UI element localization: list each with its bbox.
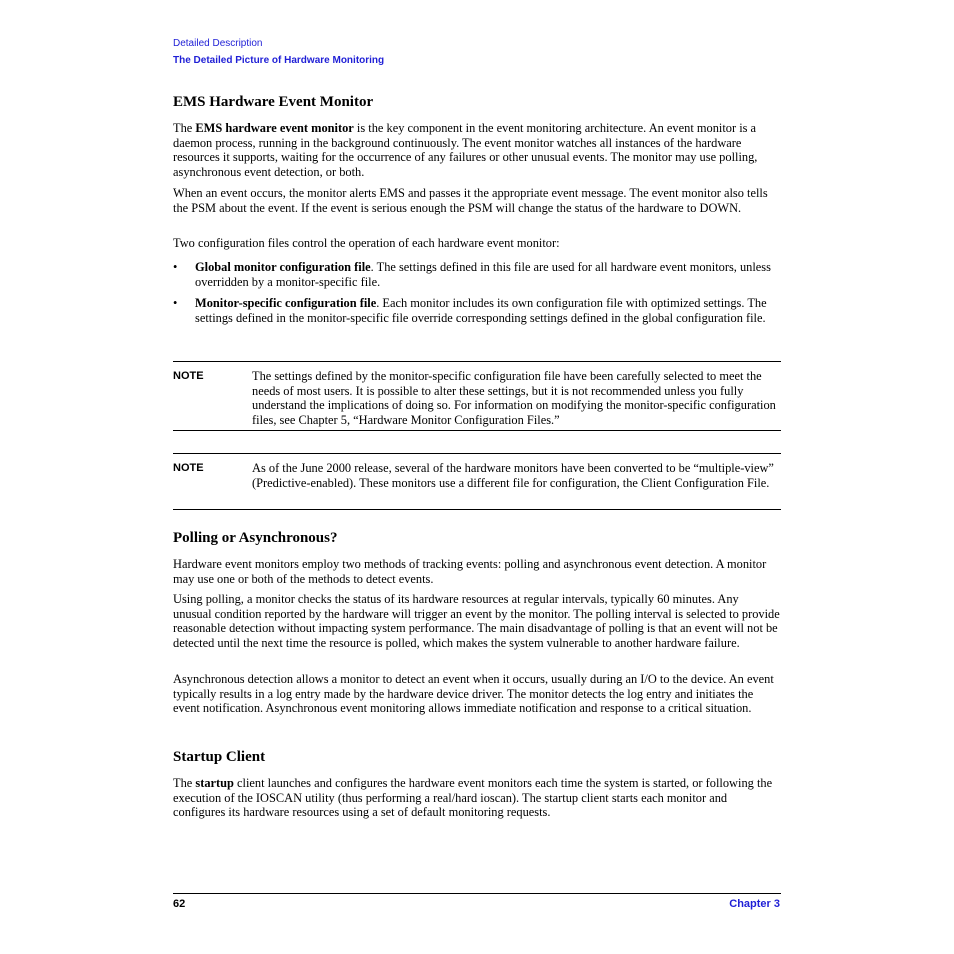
bold-term: Monitor-specific configuration file [195,296,377,310]
note-bottom-rule [173,430,781,431]
paragraph-text: The [173,121,196,135]
list-item-text [195,296,780,325]
note-text: As of the June 2000 release, several of the hardware monitors have been converted to be “multiple-view” (Predictive-enabled). These monitors use a different file for configuration, the Client Configuration File. [252,461,774,490]
breadcrumb-section[interactable]: The Detailed Picture of Hardware Monitoring [173,55,385,66]
bold-term: startup [195,776,234,790]
section-heading-polling: Polling or Asynchronous? [173,530,338,546]
paragraph-text: . The settings defined in this file are used for all hardware event monitors, unless overridden by a monitor-specific file. [195,260,771,289]
bold-term: Global monitor configuration file [195,260,371,274]
chapter-link[interactable]: Chapter 3 [729,898,780,910]
paragraph-text: client launches and configures the hardware event monitors each time the system is started, or following the execution of the IOSCAN utility (thus performing a real/hard ioscan). The startup client starts each monitor and configures its hardware resources using a set of default monitoring requests. [173,776,773,820]
bold-term: EMS hardware event monitor [195,121,354,135]
list-item [173,260,780,290]
note-label: NOTE [173,462,204,474]
section-heading-ems-monitor: EMS Hardware Event Monitor [173,94,374,110]
paragraph-polling-intro: Hardware event monitors employ two methods of tracking events: polling and asynchronous event detection. A monitor may use one or both of the methods to detect events. [173,557,767,586]
note-bottom-rule [173,509,781,510]
note-label: NOTE [173,370,204,382]
breadcrumb-chapter[interactable]: Detailed Description [173,38,263,49]
paragraph-config-files: Two configuration files control the operation of each hardware event monitor: [173,236,560,250]
paragraph-async-detail: Asynchronous detection allows a monitor to detect an event when it occurs, usually during an I/O to the device. An event typically results in a log entry made by the hardware device driver. The monitor detects the log entry and initiates the event notification. Asynchronous event monitoring allows immediate notification and response to a critical situation. [173,672,774,716]
paragraph-text: The [173,776,196,790]
paragraph-text: . Each monitor includes its own configuration file with optimized settings. The settings defined in the monitor-specific file override corresponding settings defined in the global configuration file. [195,296,767,325]
footer-rule [173,893,781,894]
bullet-icon: • [173,296,178,310]
paragraph-text: is the key component in the event monitoring architecture. An event monitor is a daemon process, running in the background continuously. The event monitor watches all instances of the hardware resources it supports, waiting for the occurrence of any failures or other unusual events. The monitor may use polling, asynchronous event detection, or both. [173,121,758,179]
paragraph-startup-client [173,776,780,820]
paragraph-event-occurs: When an event occurs, the monitor alerts EMS and passes it the appropriate event message. The event monitor also tells the PSM about the event. If the event is serious enough the PSM will change the status of the hardware to DOWN. [173,186,768,215]
note-top-rule [173,361,781,362]
page-number: 62 [173,898,186,910]
paragraph-polling-detail: Using polling, a monitor checks the status of its hardware resources at regular intervals, typically 60 minutes. Any unusual condition reported by the hardware will trigger an event by the monitor. The polling interval is selected to provide reasonable detection without impacting system performance. The main disadvantage of polling is that an event will not be detected until the next time the resource is polled, which makes the system vulnerable to another hardware failure. [173,592,780,650]
note-text: The settings defined by the monitor-specific configuration file have been carefully selected to meet the needs of most users. It is possible to alter these settings, but it is not recommended unless you fully understand the implications of doing so. For information on modifying the monitor-specific configuration files, see Chapter 5, “Hardware Monitor Configuration Files.” [252,369,776,427]
list-item-text [195,260,780,289]
note-top-rule [173,453,781,454]
bullet-icon: • [173,260,178,274]
list-item [173,296,780,341]
paragraph-ems-intro [173,121,780,179]
section-heading-startup-client: Startup Client [173,749,266,765]
